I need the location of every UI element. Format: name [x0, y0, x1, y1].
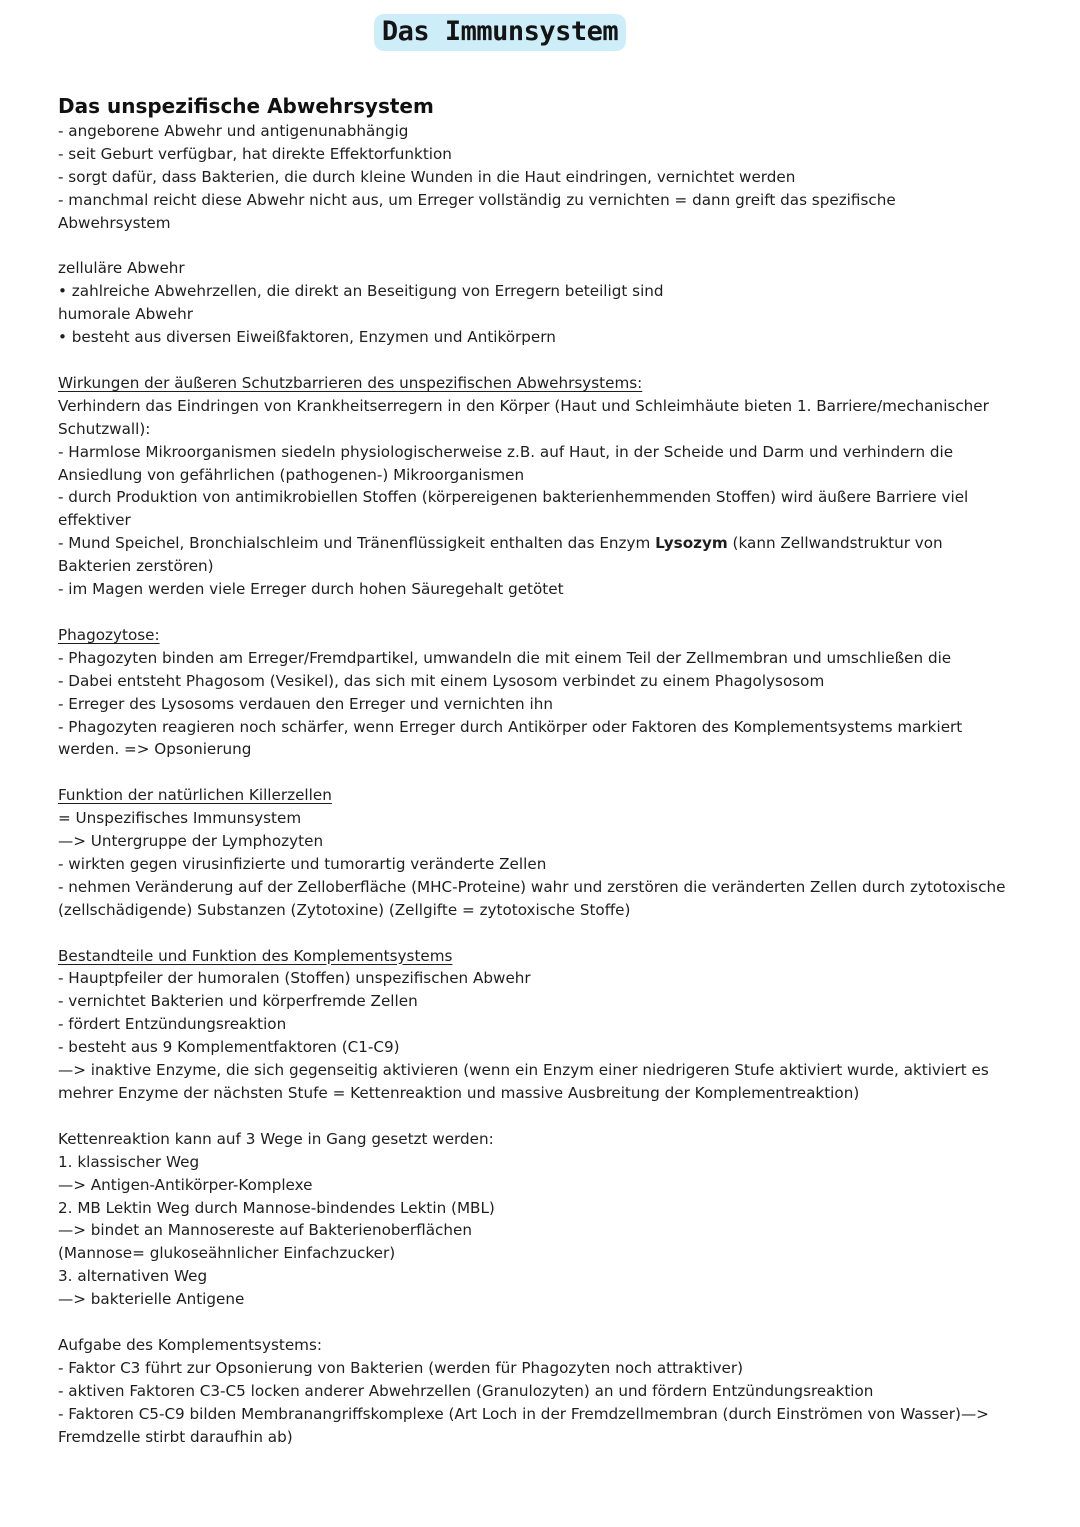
- subsection-heading: Wirkungen der äußeren Schutzbarrieren des unspezifischen Abwehrsystems:: [58, 373, 643, 392]
- phagozytose-section: [58, 624, 998, 761]
- text-line: - im Magen werden viele Erreger durch hohen Säuregehalt getötet: [58, 580, 564, 599]
- text-line: Kettenreaktion kann auf 3 Wege in Gang gesetzt werden:: [58, 1129, 494, 1148]
- text-line: - wirkten gegen virusinfizierte und tumorartig veränderte Zellen: [58, 854, 547, 873]
- text-line: 1. klassischer Weg: [58, 1152, 200, 1171]
- text-line: - aktiven Faktoren C3-C5 locken anderer Abwehrzellen (Granulozyten) an und fördern Entzündungsreaktion: [58, 1381, 874, 1400]
- text-line: • zahlreiche Abwehrzellen, die direkt an Beseitigung von Erregern beteiligt sind: [58, 282, 664, 301]
- text-line: - fördert Entzündungsreaktion: [58, 1015, 287, 1034]
- text-line: Aufgabe des Komplementsystems:: [58, 1335, 322, 1354]
- text-line: zelluläre Abwehr: [58, 259, 185, 278]
- spacer: [58, 922, 998, 945]
- text-line: - Harmlose Mikroorganismen siedeln physiologischerweise z.B. auf Haut, in der Scheide und Darm und verhindern die: [58, 442, 954, 461]
- text-line: (zellschädigende) Substanzen (Zytotoxine) (Zellgifte = zytotoxische Stoffe): [58, 900, 631, 919]
- text-line: - durch Produktion von antimikrobiellen Stoffen (körpereigenen bakterienhemmenden Stoffen) wird äußere Barriere viel: [58, 488, 969, 507]
- text-line: • besteht aus diversen Eiweißfaktoren, Enzymen und Antikörpern: [58, 328, 556, 347]
- text-line: humorale Abwehr: [58, 305, 193, 324]
- text-line: 3. alternativen Weg: [58, 1267, 208, 1286]
- text-line: Ansiedlung von gefährlichen (pathogenen-) Mikroorganismen: [58, 465, 525, 484]
- text-line: - Dabei entsteht Phagosom (Vesikel), das sich mit einem Lysosom verbindet zu einem Phagolysosom: [58, 671, 825, 690]
- text-line: - Faktoren C5-C9 bilden Membranangriffskomplexe (Art Loch in der Fremdzellmembran (durch Einströmen von Wasser)—>: [58, 1404, 989, 1423]
- text-line: Abwehrsystem: [58, 213, 171, 232]
- text-line: effektiver: [58, 511, 131, 530]
- text-line: - seit Geburt verfügbar, hat direkte Effektorfunktion: [58, 144, 452, 163]
- aufgabe-section: [58, 1334, 998, 1449]
- text-line: 2. MB Lektin Weg durch Mannose-bindendes Lektin (MBL): [58, 1198, 495, 1217]
- spacer: [58, 235, 998, 258]
- subsection-heading: Bestandteile und Funktion des Komplementsystems: [58, 946, 453, 965]
- abwehr-types: [58, 257, 998, 349]
- text-line: - Faktor C3 führt zur Opsonierung von Bakterien (werden für Phagozyten noch attraktiver): [58, 1358, 744, 1377]
- text-line: - angeborene Abwehr und antigenunabhängig: [58, 122, 409, 140]
- text-line: = Unspezifisches Immunsystem: [58, 809, 302, 828]
- text-line: Bakterien zerstören): [58, 557, 214, 576]
- text-span: - Mund Speichel, Bronchialschleim und Tränenflüssigkeit enthalten das Enzym: [58, 534, 656, 553]
- spacer: [58, 349, 998, 372]
- text-line: Verhindern das Eindringen von Krankheitserregern in den Körper (Haut und Schleimhäute bieten 1. Barriere/mechanischer: [58, 396, 989, 415]
- text-line: - Hauptpfeiler der humoralen (Stoffen) unspezifischen Abwehr: [58, 969, 531, 988]
- text-line: - Erreger des Lysosoms verdauen den Erreger und vernichten ihn: [58, 694, 553, 713]
- document-body: [58, 92, 1006, 1448]
- spacer: [58, 1311, 998, 1334]
- text-line: —> inaktive Enzyme, die sich gegenseitig aktivieren (wenn ein Enzym einer niedrigeren Stufe aktiviert wurde, aktiviert es: [58, 1061, 989, 1080]
- text-line: —> bindet an Mannosereste auf Bakterienoberflächen: [58, 1221, 472, 1240]
- komplement-section: [58, 945, 998, 1105]
- barrieren-section: [58, 372, 998, 601]
- title-area: [0, 14, 1000, 51]
- spacer: [58, 761, 998, 784]
- spacer: [58, 1105, 998, 1128]
- text-line: —> Antigen-Antikörper-Komplexe: [58, 1175, 313, 1194]
- spacer: [58, 601, 998, 624]
- text-line: (Mannose= glukoseähnlicher Einfachzucker): [58, 1244, 396, 1263]
- text-line: Fremdzelle stirbt daraufhin ab): [58, 1427, 293, 1446]
- kettenreaktion-section: [58, 1128, 998, 1311]
- text-line-lysozym: [58, 532, 998, 555]
- text-line: mehrer Enzyme der nächsten Stufe = Kettenreaktion und massive Ausbreitung der Komplementreaktion): [58, 1083, 860, 1102]
- text-line: - vernichtet Bakterien und körperfremde Zellen: [58, 992, 418, 1011]
- text-line: - besteht aus 9 Komplementfaktoren (C1-C9): [58, 1038, 400, 1057]
- text-line: —> Untergruppe der Lymphozyten: [58, 832, 324, 851]
- text-line: - Phagozyten binden am Erreger/Fremdpartikel, umwandeln die mit einem Teil der Zellmembran und umschließen die: [58, 648, 952, 667]
- subsection-heading: Funktion der natürlichen Killerzellen: [58, 786, 332, 805]
- text-span: (kann Zellwandstruktur von: [727, 534, 943, 553]
- bold-term: Lysozym: [655, 534, 728, 553]
- section-heading: Das unspezifische Abwehrsystem: [58, 94, 434, 118]
- killerzellen-section: [58, 784, 1006, 921]
- page-title: Das Immunsystem: [374, 14, 626, 51]
- text-line: werden. => Opsonierung: [58, 740, 252, 759]
- subsection-heading: Phagozytose:: [58, 625, 160, 644]
- intro-list: [58, 120, 998, 235]
- text-line: - Phagozyten reagieren noch schärfer, wenn Erreger durch Antikörper oder Faktoren des Komplementsystems markiert: [58, 717, 963, 736]
- text-line: - manchmal reicht diese Abwehr nicht aus, um Erreger vollständig zu vernichten = dann greift das spezifische: [58, 190, 896, 209]
- text-line: - sorgt dafür, dass Bakterien, die durch kleine Wunden in die Haut eindringen, vernichtet werden: [58, 167, 796, 186]
- text-line: —> bakterielle Antigene: [58, 1290, 245, 1309]
- text-line: Schutzwall):: [58, 419, 151, 438]
- text-line: - nehmen Veränderung auf der Zelloberfläche (MHC-Proteine) wahr und zerstören die veränderten Zellen durch zytotoxische: [58, 877, 1006, 896]
